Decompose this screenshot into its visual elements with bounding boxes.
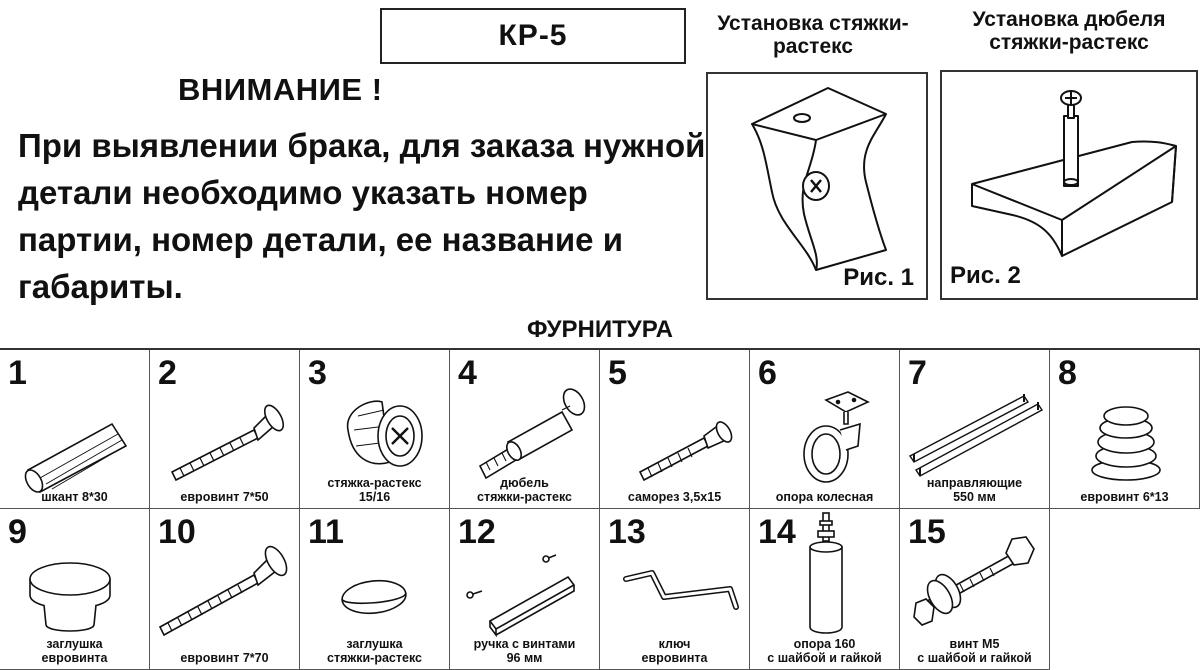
item-caption: дюбель стяжки-растекс bbox=[477, 476, 572, 504]
item-number: 10 bbox=[158, 513, 196, 551]
item-caption: саморез 3,5х15 bbox=[627, 490, 722, 504]
self-tapping-screw-icon bbox=[600, 350, 750, 509]
hardware-item-5 bbox=[600, 350, 750, 509]
hardware-item-3 bbox=[300, 350, 450, 509]
item-caption: заглушка стяжки-растекс bbox=[327, 637, 422, 665]
item-caption: шкант 8*30 bbox=[41, 490, 108, 504]
item-number: 13 bbox=[608, 513, 646, 551]
euroscrew-icon bbox=[150, 350, 300, 509]
item-number: 4 bbox=[458, 354, 477, 392]
hardware-item-4 bbox=[450, 350, 600, 509]
item-caption: ручка с винтами 96 мм bbox=[473, 637, 576, 665]
hardware-item-15 bbox=[900, 509, 1050, 670]
item-caption: опора 160 с шайбой и гайкой bbox=[767, 637, 882, 665]
item-number: 3 bbox=[308, 354, 327, 392]
long-euroscrew-icon bbox=[150, 509, 300, 670]
short-euroscrew-icon bbox=[1050, 350, 1200, 509]
hardware-item-13 bbox=[600, 509, 750, 670]
product-code: КР-5 bbox=[380, 8, 686, 64]
item-number: 1 bbox=[8, 354, 27, 392]
figure-1-title: Установка стяжки-растекс bbox=[717, 12, 909, 58]
hardware-title: ФУРНИТУРА bbox=[527, 316, 673, 343]
item-caption: евровинт 7*70 bbox=[180, 651, 269, 665]
item-caption: стяжка-растекс 15/16 bbox=[327, 476, 422, 504]
figure-1-label: Рис. 1 bbox=[843, 264, 914, 291]
caster-wheel-icon bbox=[750, 350, 900, 509]
figure-2-title: Установка дюбеля стяжки-растекс bbox=[972, 8, 1166, 54]
figure-1 bbox=[706, 72, 928, 300]
item-number: 15 bbox=[908, 513, 946, 551]
item-number: 2 bbox=[158, 354, 177, 392]
hardware-grid bbox=[0, 348, 1200, 670]
item-number: 9 bbox=[8, 513, 27, 551]
hardware-item-12 bbox=[450, 509, 600, 670]
hardware-item-10 bbox=[150, 509, 300, 670]
dowel-icon bbox=[0, 350, 150, 509]
hardware-item-11 bbox=[300, 509, 450, 670]
defect-notice: При выявлении брака, для заказа нужной детали необходимо указать номер партии, номер детали, ее название и габариты. bbox=[18, 127, 706, 305]
empty-cell bbox=[1050, 509, 1200, 670]
hardware-item-9 bbox=[0, 509, 150, 670]
attention-heading: ВНИМАНИЕ ! bbox=[178, 72, 383, 107]
item-caption: ключ евровинта bbox=[641, 637, 708, 665]
item-number: 8 bbox=[1058, 354, 1077, 392]
hardware-item-14 bbox=[750, 509, 900, 670]
hardware-item-1 bbox=[0, 350, 150, 509]
hardware-item-6 bbox=[750, 350, 900, 509]
item-caption: заглушка евровинта bbox=[41, 637, 108, 665]
item-caption: винт М5 с шайбой и гайкой bbox=[917, 637, 1032, 665]
figure-2 bbox=[940, 70, 1198, 300]
figure-2-label: Рис. 2 bbox=[950, 262, 1021, 289]
hardware-item-8 bbox=[1050, 350, 1200, 509]
item-number: 6 bbox=[758, 354, 777, 392]
item-number: 14 bbox=[758, 513, 796, 551]
item-number: 11 bbox=[308, 513, 344, 551]
item-caption: евровинт 6*13 bbox=[1080, 490, 1169, 504]
item-number: 7 bbox=[908, 354, 927, 392]
item-number: 12 bbox=[458, 513, 496, 551]
item-caption: евровинт 7*50 bbox=[180, 490, 269, 504]
item-caption: опора колесная bbox=[775, 490, 874, 504]
hardware-item-7 bbox=[900, 350, 1050, 509]
item-number: 5 bbox=[608, 354, 627, 392]
hardware-item-2 bbox=[150, 350, 300, 509]
item-caption: направляющие 550 мм bbox=[926, 476, 1023, 504]
